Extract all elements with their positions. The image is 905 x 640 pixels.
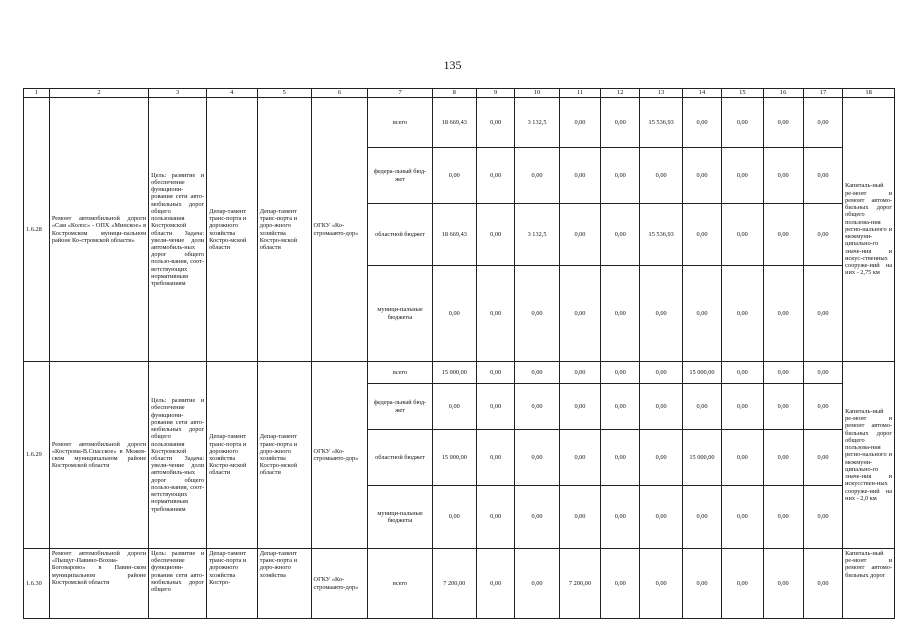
value-cell: 0,00	[803, 204, 842, 266]
value-cell: 0,00	[763, 204, 803, 266]
value-cell: 0,00	[559, 98, 600, 148]
funding-source: муници-пальные бюджеты	[368, 486, 432, 549]
value-cell: 0,00	[477, 204, 515, 266]
value-cell: 0,00	[432, 384, 476, 430]
value-cell: 3 132,5	[515, 204, 559, 266]
value-cell: 0,00	[763, 362, 803, 384]
value-cell: 0,00	[477, 486, 515, 549]
recipient: ОГКУ «Ко-стромаавто-дор»	[311, 549, 368, 619]
value-cell: 0,00	[432, 148, 476, 204]
value-cell: 0,00	[601, 384, 640, 430]
value-cell: 15 000,00	[432, 362, 476, 384]
value-cell: 0,00	[722, 148, 763, 204]
measure-name: Ремонт автомобильной дороги «Пыщуг-Павино-Вохма-Боговарово» в Павин-ском муниципальном районе Костромской области	[49, 549, 148, 619]
value-cell: 0,00	[722, 204, 763, 266]
measure-name: Ремонт автомобильной дороги «Кострома-В.Спасское» в Межев-ском муниципальном районе Костромской области	[49, 362, 148, 549]
value-cell: 0,00	[763, 266, 803, 362]
executor: Депар-тамент транс-порта и доро-жного хозяйства	[257, 549, 311, 619]
value-cell: 0,00	[682, 486, 721, 549]
value-cell: 0,00	[477, 549, 515, 619]
result-text: Капиталь-ный ре-монт и ремонт автомо-бильных дорог общего пользова-ния регио-нального и межмуни-ципально-го значе-ния и искусствен-ных сооруже-ний на них - 2,0 км	[843, 362, 895, 549]
value-cell: 0,00	[477, 430, 515, 486]
header-cell: 6	[311, 89, 368, 98]
page-number: 135	[443, 58, 462, 72]
value-cell: 0,00	[559, 384, 600, 430]
value-cell: 7 200,00	[432, 549, 476, 619]
value-cell: 0,00	[722, 98, 763, 148]
value-cell: 0,00	[640, 430, 682, 486]
value-cell: 0,00	[803, 486, 842, 549]
value-cell: 0,00	[803, 266, 842, 362]
value-cell: 0,00	[763, 384, 803, 430]
table-row	[24, 362, 895, 384]
value-cell: 0,00	[601, 430, 640, 486]
value-cell: 0,00	[432, 266, 476, 362]
table-row	[24, 549, 895, 619]
row-id: 1.6.30	[24, 549, 50, 619]
value-cell: 0,00	[640, 362, 682, 384]
value-cell: 0,00	[763, 486, 803, 549]
header-row	[24, 89, 895, 98]
funding-source: областной бюджет	[368, 430, 432, 486]
value-cell: 0,00	[682, 266, 721, 362]
value-cell: 0,00	[601, 266, 640, 362]
value-cell: 0,00	[722, 362, 763, 384]
value-cell: 0,00	[682, 384, 721, 430]
table-row	[24, 98, 895, 148]
value-cell: 0,00	[515, 430, 559, 486]
coexecutor: Депар-тамент транс-порта и дорожного хозяйства Костро-	[207, 549, 258, 619]
funding-source: федера-льный бюд-жет	[368, 384, 432, 430]
value-cell: 0,00	[763, 98, 803, 148]
value-cell: 0,00	[640, 486, 682, 549]
value-cell: 0,00	[682, 549, 721, 619]
header-cell: 13	[640, 89, 682, 98]
goal-text: Цель: развитие и обеспечение функциони-рования сети авто-мобильных дорог общего	[149, 549, 207, 619]
value-cell: 0,00	[515, 148, 559, 204]
row-id: 1.6.28	[24, 98, 50, 362]
goal-text: Цель: развитие и обеспечение функциони-рования сети авто-мобильных дорог общего пользования Костромской области Задача: увели-чение доли автомобиль-ных дорог общего пользо-вания, соот-ветствующих нормативным требованиям	[149, 98, 207, 362]
value-cell: 0,00	[803, 362, 842, 384]
header-cell: 9	[477, 89, 515, 98]
value-cell: 0,00	[722, 266, 763, 362]
value-cell: 0,00	[640, 148, 682, 204]
header-cell: 14	[682, 89, 721, 98]
value-cell: 0,00	[601, 549, 640, 619]
value-cell: 0,00	[640, 384, 682, 430]
value-cell: 0,00	[803, 430, 842, 486]
value-cell: 3 132,5	[515, 98, 559, 148]
value-cell: 0,00	[601, 98, 640, 148]
value-cell: 0,00	[559, 204, 600, 266]
value-cell: 0,00	[515, 384, 559, 430]
value-cell: 0,00	[477, 362, 515, 384]
value-cell: 0,00	[601, 486, 640, 549]
executor: Депар-тамент транс-порта и доро-жного хозяйства Костро-мской области	[257, 98, 311, 362]
value-cell: 0,00	[559, 266, 600, 362]
header-cell: 8	[432, 89, 476, 98]
recipient: ОГКУ «Ко-стромаавто-дор»	[311, 362, 368, 549]
value-cell: 0,00	[559, 148, 600, 204]
header-cell: 7	[368, 89, 432, 98]
header-cell: 5	[257, 89, 311, 98]
header-cell: 18	[843, 89, 895, 98]
funding-source: областной бюджет	[368, 204, 432, 266]
funding-source: муници-пальные бюджеты	[368, 266, 432, 362]
value-cell: 0,00	[477, 148, 515, 204]
header-cell: 16	[763, 89, 803, 98]
value-cell: 0,00	[515, 362, 559, 384]
value-cell: 0,00	[515, 266, 559, 362]
value-cell: 0,00	[601, 148, 640, 204]
value-cell: 0,00	[601, 362, 640, 384]
value-cell: 0,00	[722, 384, 763, 430]
coexecutor: Депар-тамент транс-порта и дорожного хозяйства Костро-мской области	[207, 98, 258, 362]
value-cell: 0,00	[763, 148, 803, 204]
header-cell: 4	[207, 89, 258, 98]
value-cell: 0,00	[432, 486, 476, 549]
goal-text: Цель: развитие и обеспечение функциони-рования сети авто-мобильных дорог общего пользования Костромской области Задача: увели-чение доли автомобиль-ных дорог общего пользо-вания, соот-ветствующих нормативным требованиям	[149, 362, 207, 549]
value-cell: 0,00	[803, 148, 842, 204]
value-cell: 0,00	[477, 384, 515, 430]
coexecutor: Депар-тамент транс-порта и дорожного хозяйства Костро-мской области	[207, 362, 258, 549]
recipient: ОГКУ «Ко-стромаавто-дор»	[311, 98, 368, 362]
value-cell: 0,00	[515, 549, 559, 619]
value-cell: 0,00	[682, 148, 721, 204]
value-cell: 15 000,00	[682, 362, 721, 384]
program-table	[23, 88, 895, 619]
result-text: Капиталь-ный ре-монт и ремонт автомо-бильных дорог	[843, 549, 895, 619]
funding-source: всего	[368, 98, 432, 148]
value-cell: 0,00	[763, 430, 803, 486]
funding-source: всего	[368, 362, 432, 384]
value-cell: 0,00	[559, 430, 600, 486]
result-text: Капиталь-ный ре-монт и ремонт автомо-бильных дорог общего пользова-ния регио-нального и межмуни-ципально-го значе-ния и искус-ственных сооруже-ний на них - 2,75 км	[843, 98, 895, 362]
value-cell: 0,00	[722, 549, 763, 619]
header-cell: 15	[722, 89, 763, 98]
value-cell: 0,00	[682, 204, 721, 266]
value-cell: 15 000,00	[682, 430, 721, 486]
value-cell: 0,00	[640, 549, 682, 619]
value-cell: 18 669,43	[432, 98, 476, 148]
executor: Депар-тамент транс-порта и доро-жного хозяйства Костро-мской области	[257, 362, 311, 549]
header-cell: 12	[601, 89, 640, 98]
value-cell: 0,00	[803, 384, 842, 430]
value-cell: 0,00	[803, 98, 842, 148]
value-cell: 0,00	[803, 549, 842, 619]
value-cell: 0,00	[601, 204, 640, 266]
value-cell: 0,00	[763, 549, 803, 619]
row-id: 1.6.29	[24, 362, 50, 549]
value-cell: 15 536,93	[640, 204, 682, 266]
header-cell: 2	[49, 89, 148, 98]
header-cell: 1	[24, 89, 50, 98]
value-cell: 0,00	[722, 430, 763, 486]
funding-source: федера-льный бюд-жет	[368, 148, 432, 204]
value-cell: 0,00	[477, 98, 515, 148]
value-cell: 0,00	[477, 266, 515, 362]
header-cell: 3	[149, 89, 207, 98]
measure-name: Ремонт автомобильной дороги «Сам «Колос» - ОПХ «Минское» в Костромском муници-пальном районе Ко-стромской области»	[49, 98, 148, 362]
value-cell: 18 669,43	[432, 204, 476, 266]
header-cell: 17	[803, 89, 842, 98]
value-cell: 0,00	[682, 98, 721, 148]
value-cell: 0,00	[559, 362, 600, 384]
value-cell: 7 200,00	[559, 549, 600, 619]
header-cell: 11	[559, 89, 600, 98]
value-cell: 0,00	[559, 486, 600, 549]
header-cell: 10	[515, 89, 559, 98]
value-cell: 15 000,00	[432, 430, 476, 486]
funding-source: всего	[368, 549, 432, 619]
value-cell: 0,00	[640, 266, 682, 362]
value-cell: 15 536,93	[640, 98, 682, 148]
value-cell: 0,00	[722, 486, 763, 549]
value-cell: 0,00	[515, 486, 559, 549]
